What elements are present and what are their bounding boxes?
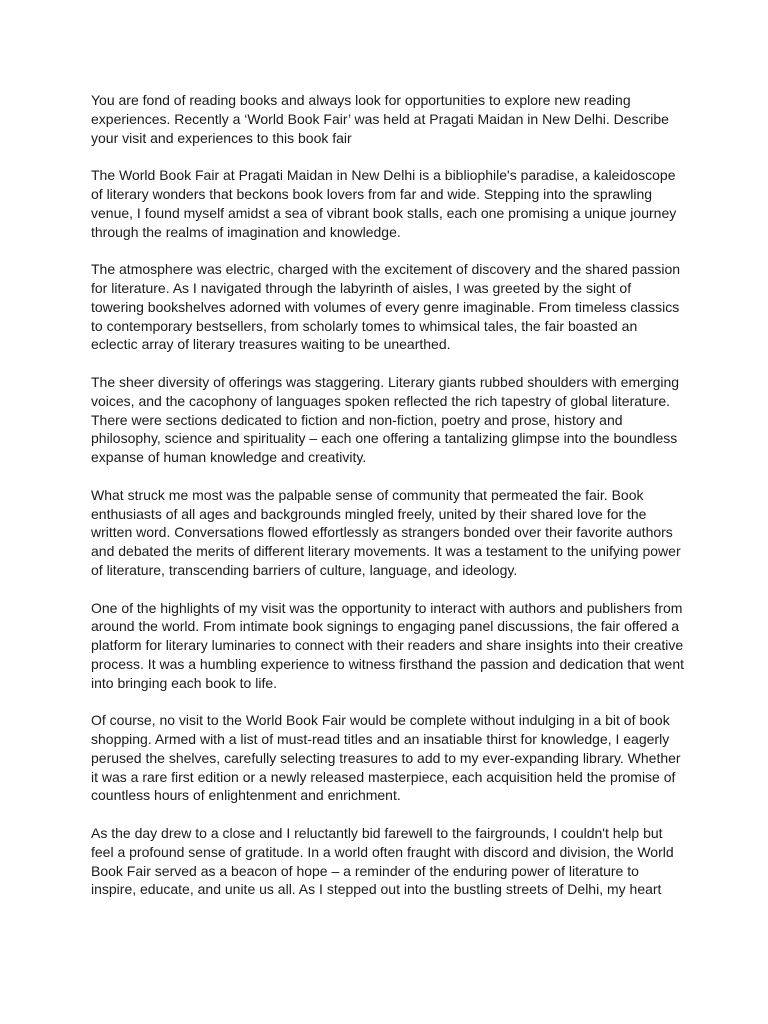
paragraph-introduction: The World Book Fair at Pragati Maidan in New Delhi is a bibliophile's paradise, a kaleidoscope of literary wonders that beckons book lovers from far and wide. Stepping into the sprawling venue, I found myself amidst a sea of vibrant book stalls, each one promising a unique journey through the realms of imagination and knowledge. [91,167,677,240]
paragraph-authors: One of the highlights of my visit was the opportunity to interact with authors and publishers from around the world. From intimate book signings to engaging panel discussions, the fair offered a platform for literary luminaries to connect with their readers and share insights into their creative process. It was a humbling experience to witness firsthand the passion and dedication that went into bringing each book to life. [91,599,685,691]
paragraph-conclusion: As the day drew to a close and I reluctantly bid farewell to the fairgrounds, I couldn't help but feel a profound sense of gratitude. In a world often fraught with discord and division, the World Book Fair served as a beacon of hope – a reminder of the enduring power of literature to inspire, educate, and unite us all. As I stepped out into the bustling streets of Delhi, my heart [91,825,674,898]
document-page [91,91,691,918]
paragraph-atmosphere: The atmosphere was electric, charged with the excitement of discovery and the shared passion for literature. As I navigated through the labyrinth of aisles, I was greeted by the sight of towering bookshelves adorned with volumes of every genre imaginable. From timeless classics to contemporary bestsellers, from scholarly tomes to whimsical tales, the fair boasted an eclectic array of literary treasures waiting to be unearthed. [91,261,681,353]
paragraph-community: What struck me most was the palpable sense of community that permeated the fair. Book enthusiasts of all ages and backgrounds mingled freely, united by their shared love for the written word. Conversations flowed effortlessly as strangers bonded over their favorite authors and debated the merits of different literary movements. It was a testament to the unifying power of literature, transcending barriers of culture, language, and ideology. [91,486,681,578]
paragraph-diversity: The sheer diversity of offerings was staggering. Literary giants rubbed shoulders with emerging voices, and the cacophony of languages spoken reflected the rich tapestry of global literature. There were sections dedicated to fiction and non-fiction, poetry and prose, history and philosophy, science and spirituality – each one offering a tantalizing glimpse into the boundless expanse of human knowledge and creativity. [91,373,680,466]
question-prompt: You are fond of reading books and always look for opportunities to explore new reading experiences. Recently a ‘World Book Fair’ was held at Pragati Maidan in New Delhi. Describe your visit and experiences to this book fair [91,92,669,146]
paragraph-shopping: Of course, no visit to the World Book Fair would be complete without indulging in a bit of book shopping. Armed with a list of must-read titles and an insatiable thirst for knowledge, I eagerly perused the shelves, carefully selecting treasures to add to my ever-expanding library. Whether it was a rare first edition or a newly released masterpiece, each acquisition held the promise of countless hours of enlightenment and enrichment. [91,712,681,804]
